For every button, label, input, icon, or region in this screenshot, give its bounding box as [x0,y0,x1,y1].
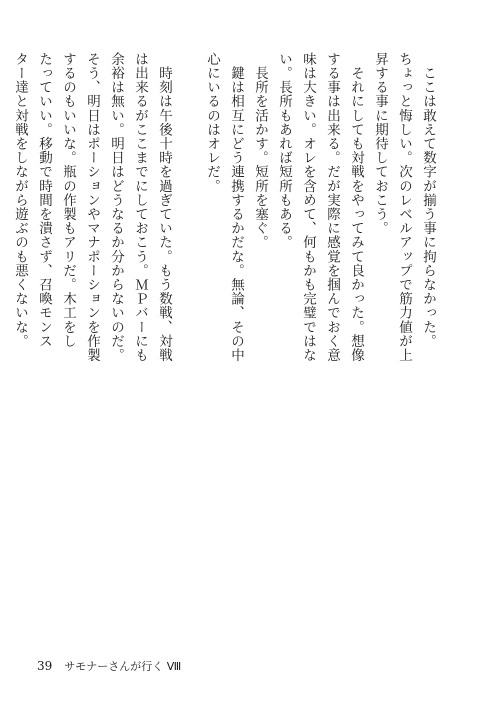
text-line: するのもいいな。瓶の作製もアリだ。木工をし [60,52,76,349]
text-line: する事は出来る。だが実際に感覚を掴んでおく意 [324,52,340,363]
text-line: 余裕は無い。明日はどうなるか分からないのだ。 [108,52,124,363]
text-line: ちょっと悔しい。次のレベルアップで筋力値が上 [396,52,412,363]
page-number: 39 [37,659,53,673]
text-line: そう、明日はポーションやマナポーションを作製 [84,52,100,363]
text-line: 時刻は午後十時を過ぎていた。もう数戦、対戦 [156,52,172,363]
text-line: 鍵は相互にどう連携するかだな。無論、その中 [228,52,244,363]
blank-line [176,52,200,452]
text-line: い。長所もあれば短所もある。 [276,52,292,250]
text-line: それにしても対戦をやってみて良かった。想像 [348,52,364,363]
text-line: 昇する事に期待しておこう。 [372,52,388,236]
text-line: 心にいるのはオレだ。 [204,52,220,193]
text-line: たっていい。移動で時間を潰さず、召喚モンス [36,52,52,349]
text-line: ター達と対戦をしながら遊ぶのも悪くないな。 [12,52,28,349]
text-line: は出来るがここまでにしておこう。ＭＰバーにも [132,52,148,363]
text-line: 味は大きい。オレを含めて、何もかも完璧ではな [300,52,316,363]
text-line: 長所を活かす。短所を塞ぐ。 [252,52,268,250]
text-line: ここは敢えて数字が揃う事に拘らなかった。 [420,52,436,349]
vertical-text-body [8,52,440,452]
page-footer [37,658,181,674]
book-title: サモナーさんが行く Ⅷ [64,660,182,673]
